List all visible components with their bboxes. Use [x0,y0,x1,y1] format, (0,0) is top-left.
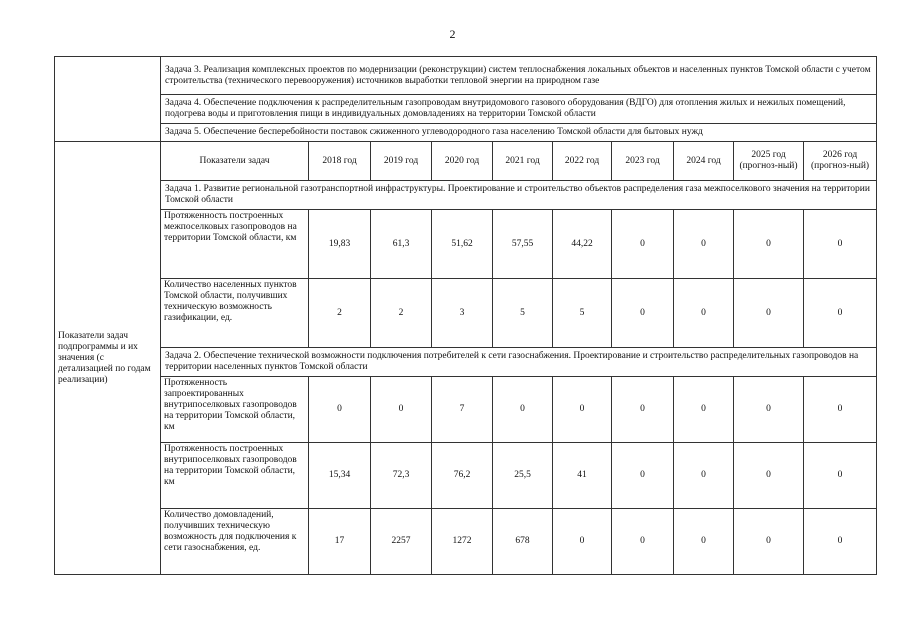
cell-value: 57,55 [493,210,553,279]
cell-value: 678 [493,509,553,575]
header-year: 2022 год [553,142,612,181]
task3-row [55,57,877,95]
cell-value: 5 [493,279,553,348]
cell-value: 0 [553,509,612,575]
header-year: 2025 год (прогноз-ный) [734,142,804,181]
cell-value: 0 [734,279,804,348]
cell-value: 25,5 [493,443,553,509]
cell-value: 0 [612,210,674,279]
side-label: Показатели задач подпрограммы и их значения (с детализацией по годам реализации) [55,142,161,575]
cell-value: 15,34 [309,443,371,509]
header-year: 2020 год [432,142,493,181]
cell-value: 5 [553,279,612,348]
cell-value: 2 [371,279,432,348]
task-2-text: Задача 2. Обеспечение технической возможности подключения потребителей к сети газоснабжения. Проектирование и строительство распределительных газопроводов на территории населенных пунктов Томской области [161,348,877,377]
task5-row [55,124,877,142]
task-4-text: Задача 4. Обеспечение подключения к распределительным газопроводам внутридомового газового оборудования (ВДГО) для отопления жилых и нежилых помещений, подогрева воды и приготовления пищи в индивидуальных домовладениях на территории Томской области [161,95,877,124]
cell-value: 0 [734,377,804,443]
cell-value: 17 [309,509,371,575]
header-indicator: Показатели задач [161,142,309,181]
cell-value: 0 [612,509,674,575]
table-row [55,377,877,443]
table-row [55,279,877,348]
task-3-text: Задача 3. Реализация комплексных проектов по модернизации (реконструкции) систем теплоснабжения локальных объектов и населенных пунктов Томской области с учетом строительства (технического перевооружения) источников выработки тепловой энергии на природном газе [161,57,877,95]
page-number: 2 [449,27,456,41]
cell-value: 61,3 [371,210,432,279]
task-1-text: Задача 1. Развитие региональной газотранспортной инфраструктуры. Проектирование и строительство объектов распределения газа межпоселкового значения на территории Томской области [161,181,877,210]
cell-value: 0 [674,279,734,348]
cell-value: 44,22 [553,210,612,279]
cell-value: 0 [493,377,553,443]
cell-value: 0 [612,377,674,443]
table-row [55,210,877,279]
row-label: Количество населенных пунктов Томской области, получивших техническую возможность газификации, ед. [161,279,309,348]
cell-value: 0 [734,443,804,509]
cell-value: 0 [674,509,734,575]
task4-row [55,95,877,124]
task1-row [55,181,877,210]
header-year: 2023 год [612,142,674,181]
row-label: Протяженность запроектированных внутрипоселковых газопроводов на территории Томской области, км [161,377,309,443]
cell-value: 0 [674,210,734,279]
cell-value: 0 [734,210,804,279]
cell-value: 0 [804,210,877,279]
cell-value: 7 [432,377,493,443]
cell-value: 0 [804,279,877,348]
header-year: 2024 год [674,142,734,181]
indicators-table [54,56,877,575]
cell-value: 0 [309,377,371,443]
row-label: Протяженность построенных внутрипоселковых газопроводов на территории Томской области, км [161,443,309,509]
cell-value: 2 [309,279,371,348]
empty-side-cell [55,57,161,142]
cell-value: 0 [612,279,674,348]
cell-value: 1272 [432,509,493,575]
cell-value: 0 [674,377,734,443]
cell-value: 0 [674,443,734,509]
table-row [55,509,877,575]
header-year: 2019 год [371,142,432,181]
row-label: Протяженность построенных межпоселковых газопроводов на территории Томской области, км [161,210,309,279]
table-row [55,443,877,509]
header-year: 2018 год [309,142,371,181]
cell-value: 0 [804,377,877,443]
cell-value: 19,83 [309,210,371,279]
cell-value: 3 [432,279,493,348]
cell-value: 41 [553,443,612,509]
header-row [55,142,877,181]
header-year: 2021 год [493,142,553,181]
cell-value: 72,3 [371,443,432,509]
cell-value: 0 [612,443,674,509]
cell-value: 0 [553,377,612,443]
cell-value: 0 [734,509,804,575]
task-5-text: Задача 5. Обеспечение бесперебойности поставок сжиженного углеводородного газа населению Томской области для бытовых нужд [161,124,877,142]
cell-value: 0 [804,443,877,509]
cell-value: 2257 [371,509,432,575]
cell-value: 0 [804,509,877,575]
cell-value: 76,2 [432,443,493,509]
cell-value: 51,62 [432,210,493,279]
task2-row [55,348,877,377]
header-year: 2026 год (прогноз-ный) [804,142,877,181]
cell-value: 0 [371,377,432,443]
row-label: Количество домовладений, получивших техническую возможность для подключения к сети газоснабжения, ед. [161,509,309,575]
